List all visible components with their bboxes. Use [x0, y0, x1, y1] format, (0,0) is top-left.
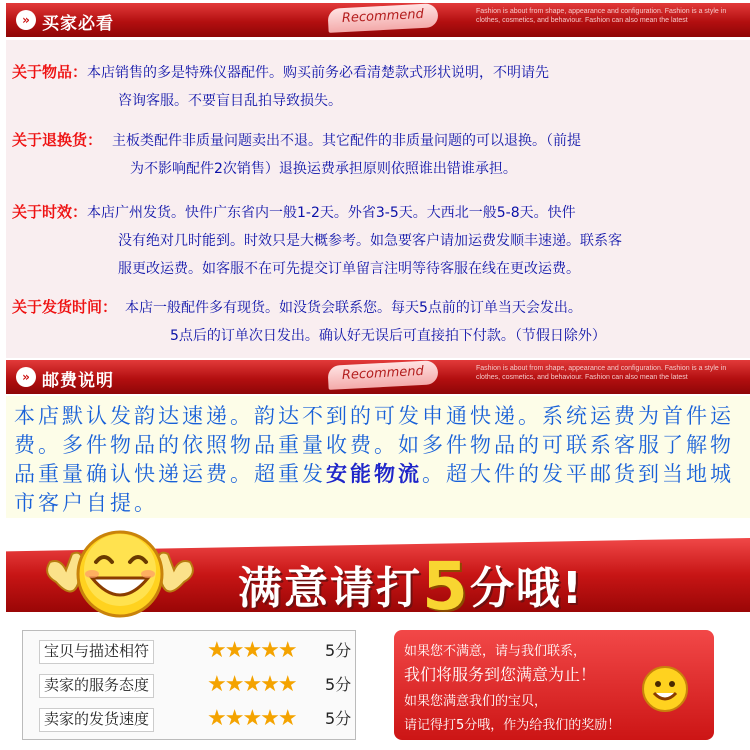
section-label: 关于退换货：: [12, 131, 103, 149]
rating-panel: [22, 630, 356, 740]
arrow-icon: »: [16, 10, 36, 30]
rating-row: [39, 708, 359, 734]
recommend-badge: Recommend: [327, 360, 438, 390]
recommend-badge: Recommend: [327, 3, 438, 33]
shipping-highlight: 安能物流: [326, 462, 422, 486]
slogan-five: 5: [422, 548, 470, 625]
rating-name: 卖家的服务态度: [39, 674, 154, 698]
star-rating-icon: ★★★★★: [207, 638, 296, 663]
section-label: 关于发货时间：: [12, 298, 118, 316]
section-items: [12, 58, 549, 115]
star-rating-icon: ★★★★★: [207, 672, 296, 697]
notice-header-title: 买家必看: [42, 14, 114, 34]
rating-score: 5分: [325, 675, 352, 694]
section-line: 本店广州发货。快件广东省内一般1-2天。外省3-5天。大西北一般5-8天。快件: [87, 205, 576, 221]
promise-line: 我们将服务到您满意为止！: [404, 665, 597, 684]
arrow-icon: »: [16, 367, 36, 387]
banner-slogan: [238, 548, 584, 625]
smiley-icon: [640, 664, 690, 714]
rating-score: 5分: [325, 709, 352, 728]
section-line: 服更改运费。如客服不在可先提交订单留言注明等待客服在线在更改运费。: [118, 261, 580, 277]
section-label: 关于时效：: [12, 203, 88, 221]
section-line: 主板类配件非质量问题卖出不退。其它配件的非质量问题的可以退换。（前提: [112, 133, 582, 149]
section-line: 咨询客服。不要盲目乱拍导致损失。: [118, 93, 342, 109]
section-line: 本店一般配件多有现货。如没货会联系您。每天5点前的订单当天会发出。: [125, 300, 582, 316]
rating-row: [39, 640, 359, 666]
section-line: 本店销售的多是特殊仪器配件。购买前务必看清楚款式形状说明，不明请先: [87, 65, 550, 81]
rating-banner: [6, 518, 750, 626]
promise-line: 如果您满意我们的宝贝，: [404, 694, 548, 709]
thumbs-up-smiley-icon: [38, 522, 202, 626]
shipping-header: [6, 360, 750, 394]
section-timing: [12, 198, 622, 283]
section-returns: [12, 126, 581, 183]
rating-name: 卖家的发货速度: [39, 708, 154, 732]
shipping-header-title: 邮费说明: [42, 371, 114, 391]
shipping-description: [6, 396, 750, 518]
slogan-text-b: 分哦!: [469, 563, 585, 614]
promise-line: 如果您不满意，请与我们联系，: [404, 644, 587, 659]
rating-row: [39, 674, 359, 700]
section-dispatch: [12, 293, 606, 350]
section-line: 5点后的订单次日发出。确认好无误后可直接拍下付款。（节假日除外）: [170, 328, 606, 344]
shipping-text-tail: 。超大件的发平邮货到当地城市客户自提。: [14, 462, 734, 515]
section-label: 关于物品：: [12, 63, 88, 81]
rating-score: 5分: [325, 641, 352, 660]
fashion-fine-print: Fashion is about from shape, appearance and configuration. Fashion is a style in clothes, cosmetics, and behaviour. Fashion can also mean the latest: [476, 365, 727, 381]
section-line: 没有绝对几时能到。时效只是大概参考。如急要客户请加运费发顺丰速递。联系客: [118, 233, 622, 249]
section-line: 为不影响配件2次销售）退换运费承担原则依照谁出错谁承担。: [130, 161, 517, 177]
slogan-text-a: 满意请打: [238, 563, 422, 614]
star-rating-icon: ★★★★★: [207, 706, 296, 731]
promise-line: 请记得打5分哦，作为给我们的奖励！: [404, 718, 621, 733]
fashion-fine-print: Fashion is about from shape, appearance and configuration. Fashion is a style in clothes, cosmetics, and behaviour. Fashion can also mean the latest: [476, 8, 727, 24]
shipping-text: 本店默认发韵达速递。韵达不到的可发申通快递。系统运费为首件运费。多件物品的依照物品重量收费。如多件物品的可联系客服了解物品重量确认快递运费。超重发: [14, 404, 734, 486]
notice-header: [6, 3, 750, 37]
rating-name: 宝贝与描述相符: [39, 640, 154, 664]
notice-panel: [6, 40, 750, 358]
